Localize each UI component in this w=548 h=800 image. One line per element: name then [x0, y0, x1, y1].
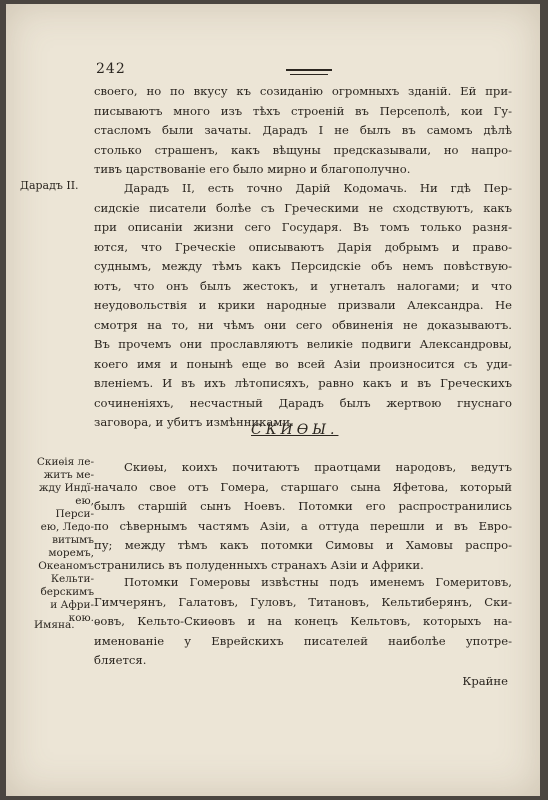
text-line: смотря на то, ни чѣмъ они сего обвиненія не доказываютъ.	[94, 317, 512, 332]
header-ornament-rule	[286, 69, 332, 71]
margin-note-scythia-location	[34, 456, 94, 625]
text-line: своего, но по вкусу къ созиданію огромныхъ зданій. Ей при-	[94, 84, 512, 98]
margin-note-line: витымъ	[52, 534, 94, 546]
text-line: Скиѳы, коихъ почитаютъ праотцами народовъ, ведутъ	[124, 460, 512, 474]
text-line: стасломъ были зачаты. Дарадъ I не былъ въ самомъ дѣлѣ	[94, 123, 512, 137]
text-line: былъ старшій сынъ Ноевъ. Потомки его распространились	[94, 499, 512, 513]
text-line: ютъ, что онъ былъ жестокъ, и угнеталъ налогами; и что	[94, 278, 512, 293]
margin-note-line: Кельти-	[50, 573, 94, 585]
text-line: ются, что Греческіе описываютъ Дарія добрымъ и право-	[94, 239, 512, 254]
text-line: при описаніи жизни сего Государя. Въ томъ только разня-	[94, 220, 512, 234]
text-line: именованіе у Еврейскихъ писателей наиболѣе употре-	[94, 633, 512, 648]
margin-note-line: жду Индї-	[38, 482, 94, 494]
text-line: странились въ полуденныхъ странахъ Азіи и Африки.	[94, 557, 424, 572]
text-line: заговора, и убитъ измѣнниками.	[94, 415, 294, 429]
margin-note-line: кою.	[68, 612, 94, 624]
text-line: ѳовъ, Кельто-Скиѳовъ и на конецъ Кельтовъ, которыхъ на-	[94, 614, 512, 628]
text-line: Въ прочемъ они прославляютъ великіе подвиги Александровы,	[94, 337, 512, 351]
text-line: Дарадъ II, есть точно Дарій Кодомачь. Ни гдѣ Пер-	[124, 181, 512, 195]
text-line: сидскіе писатели болѣе съ Греческими не сходствуютъ, какъ	[94, 200, 512, 215]
margin-note-line: и Афри-	[50, 599, 94, 611]
margin-note-line: берскимъ	[40, 586, 94, 598]
text-line: Потомки Гомеровы извѣстны подъ именемъ Гомеритовъ,	[124, 575, 512, 589]
margin-note-line: Скиѳія ле-	[36, 456, 94, 468]
paragraph-darad-i	[94, 82, 512, 180]
section-heading: СКИѲЫ.	[251, 422, 339, 438]
text-line: неудовольствія и крики народные призвали Александра. Не	[94, 298, 512, 312]
book-page	[6, 4, 540, 796]
margin-note-line: житъ ме-	[43, 469, 94, 481]
text-line: вленіемъ. И въ ихъ лѣтописяхъ, равно какъ и въ Греческихъ	[94, 376, 512, 390]
text-line: тивъ царствованіе его было мирно и благополучно.	[94, 162, 411, 176]
text-line: бляется.	[94, 653, 147, 667]
text-line: начало свое отъ Гомера, старшаго сына Яфетова, который	[94, 479, 512, 494]
text-line: писываютъ много изъ тѣхъ строеній въ Персеполѣ, кои Гу-	[94, 103, 512, 118]
text-line: по сѣвернымъ частямъ Азіи, а оттуда перешли и въ Евро-	[94, 518, 512, 533]
page-number: 242	[96, 61, 126, 77]
text-line: сочиненіяхъ, несчастный Дарадъ былъ жертвою гнуснаго	[94, 395, 512, 410]
margin-note-darad-ii: Дарадъ II.	[20, 179, 79, 192]
text-line: коего имя и понынѣ еще во всей Азіи произносится съ уди-	[94, 356, 512, 371]
margin-note-names: Имяна.	[34, 619, 75, 631]
margin-note-line: Океаномъ	[38, 560, 94, 572]
margin-note-line: моремъ,	[48, 547, 94, 559]
margin-note-line: ею, Перси-	[55, 495, 94, 520]
paragraph-darad-ii	[94, 179, 512, 433]
paragraph-descendants	[94, 573, 512, 671]
margin-note-line: ею, Ледо-	[40, 521, 94, 533]
text-line: пу; между тѣмъ какъ потомки Симовы и Хамовы распро-	[94, 538, 512, 552]
text-line: Гимчерянъ, Галатовъ, Гуловъ, Титановъ, Кельтиберянъ, Ски-	[94, 594, 512, 609]
catchword: Крайне	[462, 674, 508, 688]
text-line: суднымъ, между тѣмъ какъ Персидскіе объ немъ повѣствую-	[94, 259, 512, 273]
page-header	[96, 61, 500, 81]
text-line: столько страшенъ, какъ вѣщуны предсказывали, но напро-	[94, 142, 512, 157]
paragraph-scythians	[94, 458, 512, 575]
